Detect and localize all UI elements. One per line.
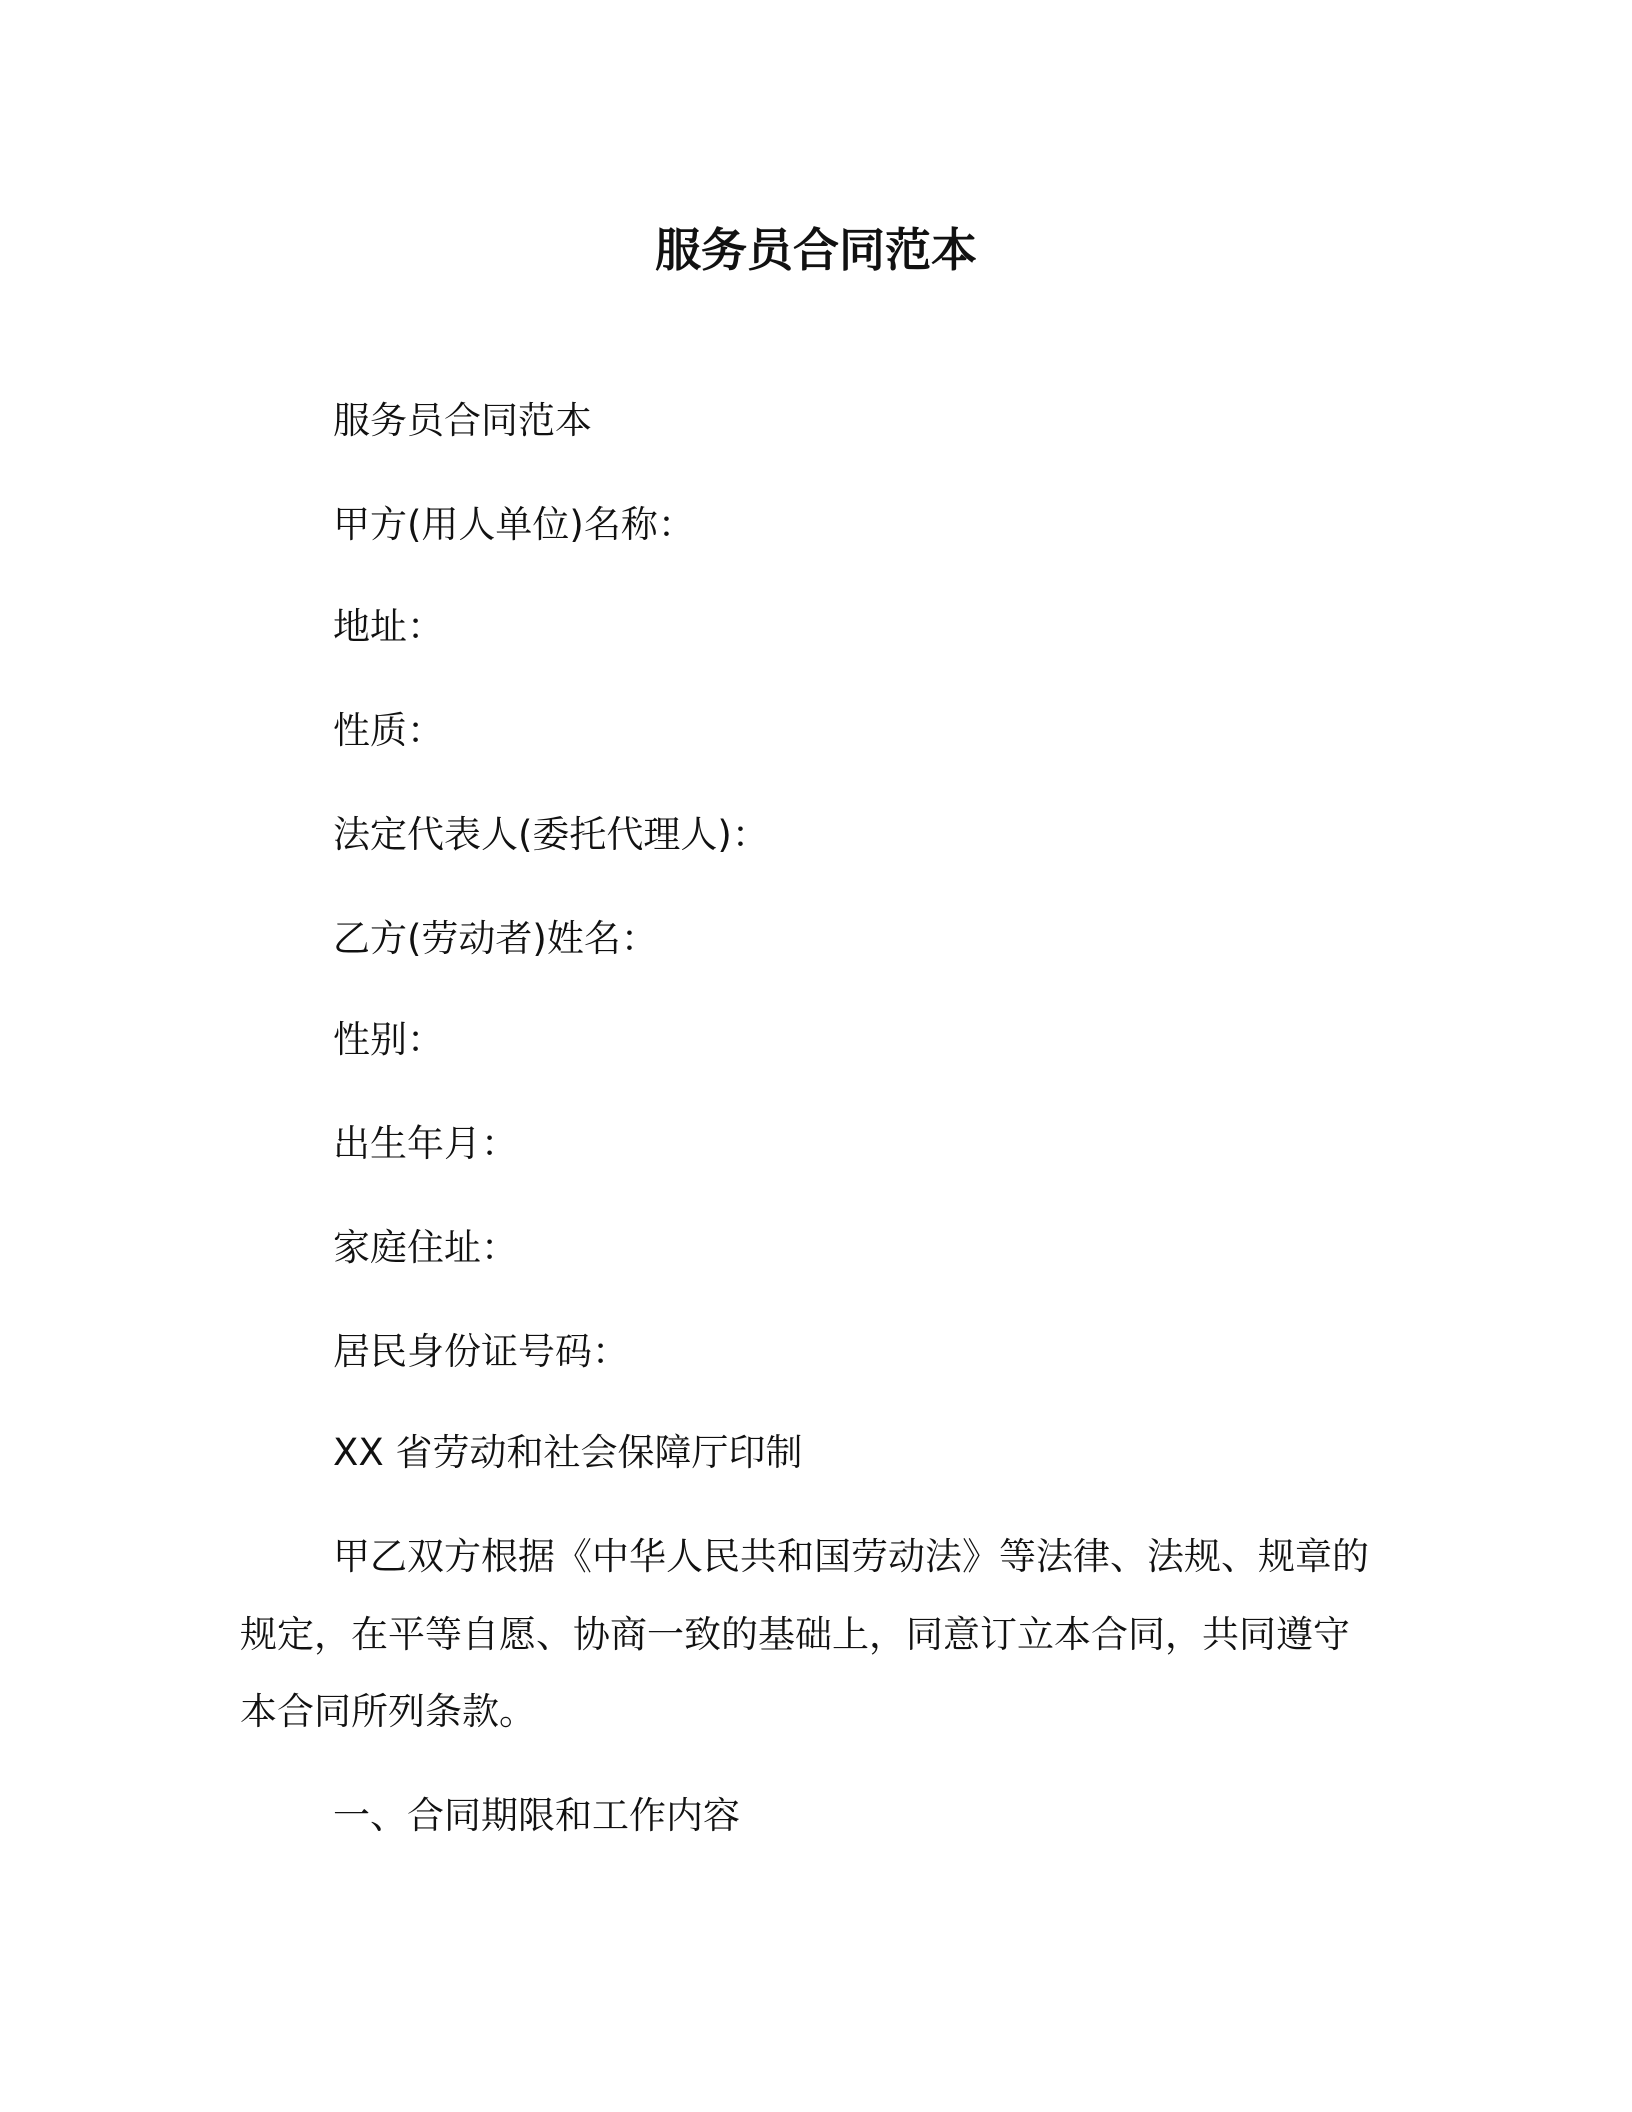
document-title: 服务员合同范本 [655,223,977,277]
birth-date-field: 出生年月： [333,1122,518,1165]
legal-representative-field: 法定代表人(委托代理人)： [333,813,769,856]
employee-name-field: 乙方(劳动者)姓名： [333,917,658,960]
nature-field: 性质： [333,709,444,752]
intro-paragraph-line: 甲乙双方根据《中华人民共和国劳动法》等法律、法规、规章的 [333,1535,1369,1578]
intro-paragraph-line: 本合同所列条款。 [240,1690,536,1733]
intro-paragraph-line: 规定，在平等自愿、协商一致的基础上，同意订立本合同，共同遵守 [240,1613,1350,1656]
printed-by-line: XX 省劳动和社会保障厅印制 [333,1431,803,1474]
employer-name-field: 甲方(用人单位)名称： [333,503,695,546]
gender-field: 性别： [333,1018,444,1061]
id-number-field: 居民身份证号码： [333,1330,629,1373]
address-field: 地址： [333,605,444,648]
section-heading: 一、合同期限和工作内容 [333,1794,740,1837]
home-address-field: 家庭住址： [333,1226,518,1269]
subtitle-line: 服务员合同范本 [333,399,592,442]
